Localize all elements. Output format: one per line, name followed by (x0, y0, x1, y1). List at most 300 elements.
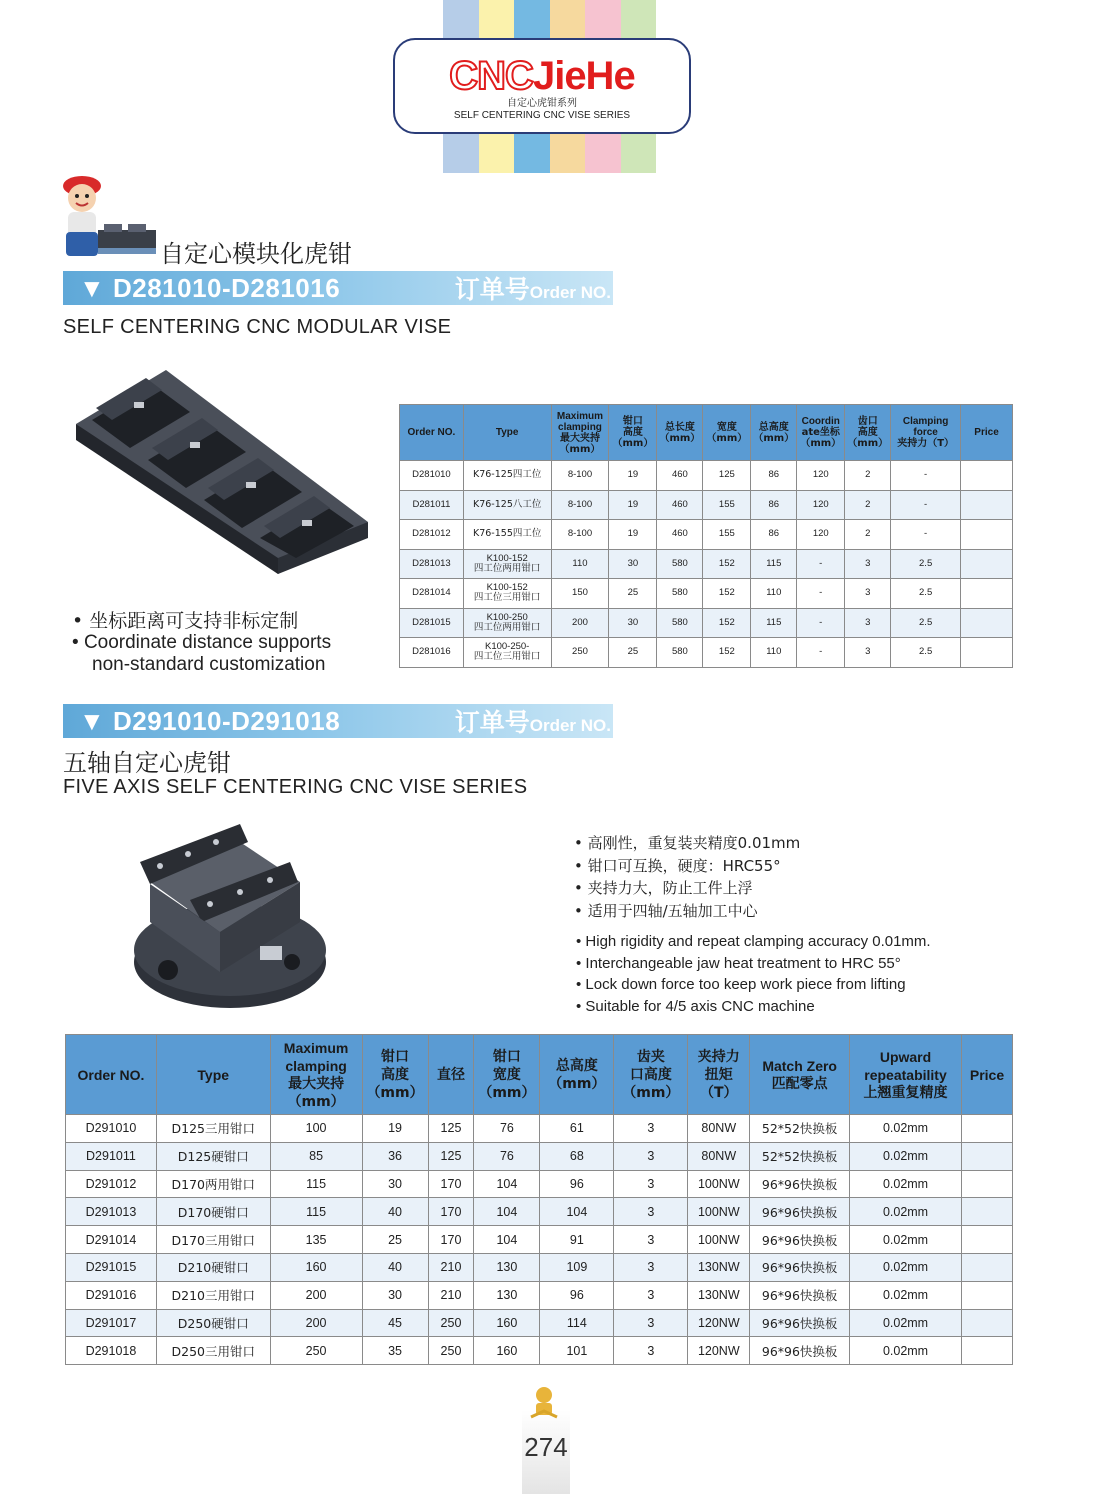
cell-text: 120 (812, 498, 829, 510)
table-cell: D250硬钳口 (156, 1309, 270, 1337)
header-text: 钳口 (492, 1048, 521, 1065)
cell-text: D281015 (412, 616, 451, 628)
cell-text: 3 (865, 616, 871, 628)
table-cell: 130NW (688, 1253, 750, 1281)
cell-text: 110 (766, 587, 782, 599)
table-cell (845, 549, 891, 579)
table-cell (751, 638, 797, 668)
table-cell (845, 490, 891, 520)
bullet-text: Interchangeable jaw heat treatment to HRC 55° (585, 954, 901, 972)
table-cell (961, 1281, 1012, 1309)
bullet-item: • 坐标距离可支持非标定制 (72, 610, 299, 632)
table-header-cell (657, 405, 703, 461)
table-cell: 30 (362, 1281, 428, 1309)
table-cell: 210 (428, 1281, 474, 1309)
table-cell: 250 (270, 1337, 362, 1365)
table-cell: 96 (540, 1281, 614, 1309)
header-text: 夹持力（T） (897, 438, 955, 449)
table-cell (657, 579, 703, 609)
table-row (66, 1309, 1013, 1337)
mascot-icon (56, 172, 160, 262)
table-row (400, 608, 1013, 638)
table-cell: 120NW (688, 1337, 750, 1365)
table-header-cell (66, 1035, 157, 1115)
table-cell: D291010 (66, 1115, 157, 1143)
table-cell: 85 (270, 1142, 362, 1170)
table-cell (551, 549, 609, 579)
bullet-text: Suitable for 4/5 axis CNC machine (585, 997, 815, 1015)
header-text: （mm） (753, 432, 795, 444)
table-cell (961, 579, 1013, 609)
brand-jiehe: JieHe (532, 54, 635, 98)
table-cell: 130NW (688, 1281, 750, 1309)
table-cell: 100NW (688, 1170, 750, 1198)
bullet-item: • Suitable for 4/5 axis CNC machine (576, 997, 815, 1015)
header-text: 齿夹 (636, 1048, 665, 1065)
cell-text: 四工位三用钳口 (473, 651, 541, 663)
table-cell (609, 579, 657, 609)
mascot-small-icon (529, 1385, 559, 1421)
table-cell: 170 (428, 1198, 474, 1226)
header-text: Coordin (801, 416, 840, 427)
table-cell (751, 461, 797, 491)
table-cell (797, 461, 845, 491)
cell-text: 125 (718, 469, 735, 481)
header-text: Match Zero (762, 1057, 837, 1074)
table-cell: 100NW (688, 1226, 750, 1254)
section1-bullets (72, 610, 331, 676)
table-cell: 170 (428, 1226, 474, 1254)
table-cell (657, 520, 703, 550)
section1-title-en: SELF CENTERING CNC MODULAR VISE (63, 316, 452, 338)
five-axis-vise-image (130, 822, 330, 1012)
bullet-text: 高刚性，重复装夹精度0.01mm (587, 834, 801, 852)
table-cell (657, 608, 703, 638)
table-cell: 115 (270, 1198, 362, 1226)
cell-text: 8-100 (567, 528, 593, 540)
table-cell (463, 461, 551, 491)
table-cell: 96 (540, 1170, 614, 1198)
table-cell: 3 (614, 1142, 688, 1170)
table-cell: 80NW (688, 1115, 750, 1143)
order-label-en: Order NO. (529, 283, 611, 302)
cell-text: 2.5 (919, 646, 933, 658)
header-text: 高度 (857, 427, 878, 438)
table-cell (657, 461, 703, 491)
bullet-text: High rigidity and repeat clamping accuracy 0.01mm. (585, 933, 931, 950)
table-cell (961, 1337, 1012, 1365)
cell-text: K76-155四工位 (472, 528, 542, 540)
table-cell: 3 (614, 1170, 688, 1198)
cell-text: D281011 (412, 498, 451, 510)
table-header-cell (270, 1035, 362, 1115)
table-row (66, 1226, 1013, 1254)
table-cell: 30 (362, 1170, 428, 1198)
table-cell: 61 (540, 1115, 614, 1143)
bullet-item: • 适用于四轴/五轴加工中心 (574, 901, 758, 920)
table-cell (891, 549, 961, 579)
cell-text: 86 (768, 498, 780, 510)
header-text: 上翘重复精度 (863, 1084, 948, 1101)
cell-text: 30 (627, 557, 639, 569)
section2-bullets-en (576, 931, 931, 1017)
cell-text: 19 (627, 469, 639, 481)
header-text: 钳口 (622, 416, 643, 427)
table-cell: 3 (614, 1253, 688, 1281)
table-header-cell (428, 1035, 474, 1115)
table-header-row (400, 405, 1013, 461)
cell-text: 2.5 (919, 557, 933, 569)
table-cell: 52*52快换板 (750, 1142, 850, 1170)
section1-title-cn: 自定心模块化虎钳 (160, 240, 352, 268)
table-header-cell (463, 405, 551, 461)
table-cell: 135 (270, 1226, 362, 1254)
table-cell: 160 (270, 1253, 362, 1281)
table-cell: 52*52快换板 (750, 1115, 850, 1143)
table-cell: 96*96快换板 (750, 1309, 850, 1337)
table-cell (845, 638, 891, 668)
section1-code: ▼ D281010-D281016 (79, 272, 341, 303)
cell-text: 120 (812, 528, 829, 540)
header-text: 高度 (622, 427, 643, 438)
header-text: Maximum (556, 410, 604, 422)
bullet-item: • Coordinate distance supports (72, 632, 332, 653)
bullet-item (72, 654, 331, 676)
cell-text: 86 (768, 469, 780, 481)
header-text: （mm） (548, 1075, 606, 1092)
header-text: Type (197, 1066, 230, 1083)
table-cell (891, 490, 961, 520)
cell-text: 152 (718, 587, 735, 599)
table-cell (845, 608, 891, 638)
cell-text: 110 (572, 557, 588, 569)
table-cell: 114 (540, 1309, 614, 1337)
table-header-cell (362, 1035, 428, 1115)
cell-text: 155 (718, 498, 735, 510)
table-cell: 0.02mm (850, 1309, 962, 1337)
table-row (400, 490, 1013, 520)
table-cell (797, 549, 845, 579)
bullet-text: 坐标距离可支持非标定制 (89, 610, 299, 632)
table-cell: D291017 (66, 1309, 157, 1337)
table-cell: D170两用钳口 (156, 1170, 270, 1198)
cell-text: 460 (671, 528, 688, 540)
header-text: Order NO. (407, 427, 456, 438)
section2-title-en: FIVE AXIS SELF CENTERING CNC VISE SERIES (63, 776, 528, 798)
table-cell: D125三用钳口 (156, 1115, 270, 1143)
table-header-cell (850, 1035, 962, 1115)
table-cell: 96*96快换板 (750, 1253, 850, 1281)
table-cell (551, 461, 609, 491)
table-cell: 0.02mm (850, 1281, 962, 1309)
cell-text: 2 (865, 528, 871, 540)
header-text: 直径 (436, 1066, 465, 1083)
table-cell (961, 608, 1013, 638)
table-cell: 160 (474, 1337, 540, 1365)
table-cell: D210硬钳口 (156, 1253, 270, 1281)
table-cell: D125硬钳口 (156, 1142, 270, 1170)
table-cell (703, 638, 751, 668)
table-cell (551, 520, 609, 550)
cell-text: - (924, 528, 928, 540)
cell-text: K100-152 (486, 582, 528, 594)
table-header-cell (961, 405, 1013, 461)
cell-text: - (819, 557, 823, 569)
table-cell: 104 (474, 1170, 540, 1198)
table-cell: 210 (428, 1253, 474, 1281)
cell-text: D281013 (412, 557, 451, 569)
table-cell: 125 (428, 1115, 474, 1143)
table-cell: 160 (474, 1309, 540, 1337)
cell-text: 2 (865, 498, 871, 510)
table-cell: 0.02mm (850, 1142, 962, 1170)
table-cell: 68 (540, 1142, 614, 1170)
table-cell (609, 461, 657, 491)
table-cell (400, 638, 464, 668)
table-cell: D291015 (66, 1253, 157, 1281)
table-cell (463, 638, 551, 668)
table-cell (797, 638, 845, 668)
table-cell: 40 (362, 1198, 428, 1226)
table-cell: D170硬钳口 (156, 1198, 270, 1226)
section2-code-bar (63, 704, 613, 738)
table-cell (609, 549, 657, 579)
table-cell (703, 490, 751, 520)
section1-code-bar (63, 271, 613, 305)
cell-text: 580 (671, 616, 688, 628)
table-cell (961, 1142, 1012, 1170)
cell-text: 155 (718, 528, 735, 540)
table-cell: 104 (474, 1226, 540, 1254)
header-text: （mm） (800, 438, 842, 449)
table-cell (961, 1226, 1012, 1254)
cell-text: D281014 (412, 587, 451, 599)
table-cell: 76 (474, 1142, 540, 1170)
table-cell (703, 549, 751, 579)
header-text: Price (974, 427, 999, 438)
header-text: 口高度 (629, 1066, 672, 1083)
section2-order-label (455, 703, 611, 739)
cell-text: 2 (865, 469, 871, 481)
table-cell: 104 (474, 1198, 540, 1226)
table-cell: 115 (270, 1170, 362, 1198)
cell-text: 152 (718, 646, 735, 658)
header-text: （mm） (478, 1084, 536, 1101)
table-cell: 45 (362, 1309, 428, 1337)
table-cell (961, 1309, 1012, 1337)
cell-text: 250 (572, 646, 588, 658)
table-cell: 120NW (688, 1309, 750, 1337)
section2-title-cn: 五轴自定心虎钳 (63, 749, 231, 777)
table-cell (609, 608, 657, 638)
header-text: （T） (700, 1084, 738, 1101)
header-text: 扭矩 (704, 1066, 733, 1083)
table-cell: 40 (362, 1253, 428, 1281)
cell-text: 200 (572, 616, 588, 628)
header-text: Maximum (283, 1039, 349, 1056)
cell-text: 580 (671, 587, 688, 599)
table-cell (703, 461, 751, 491)
cell-text: 152 (718, 557, 735, 569)
header-text: Type (495, 427, 519, 438)
table-header-cell (961, 1035, 1012, 1115)
table-cell: D291018 (66, 1337, 157, 1365)
bullet-item: • 钳口可互换，硬度：HRC55° (574, 856, 781, 875)
table-cell: 80NW (688, 1142, 750, 1170)
table-cell: D291014 (66, 1226, 157, 1254)
header-text: （mm） (622, 1084, 680, 1101)
table-cell (551, 490, 609, 520)
section1-order-label (455, 270, 611, 306)
table-cell: 3 (614, 1198, 688, 1226)
header-text: 总长度 (664, 421, 695, 433)
page-number: 274 (524, 1432, 568, 1462)
table-cell (961, 520, 1013, 550)
cell-text: 19 (627, 528, 639, 540)
table-cell (463, 608, 551, 638)
section2-bullets-cn (574, 832, 800, 922)
table-cell: 100 (270, 1115, 362, 1143)
table-cell (400, 520, 464, 550)
cell-text: K100-152 (486, 552, 528, 564)
table-cell (891, 520, 961, 550)
cell-text: 25 (627, 646, 639, 658)
cell-text: 25 (627, 587, 639, 599)
table-header-cell (703, 405, 751, 461)
table-header-cell (551, 405, 609, 461)
logo-subtitle-en: SELF CENTERING CNC VISE SERIES (453, 110, 631, 121)
cell-text: 2.5 (919, 616, 933, 628)
bullet-item: • Interchangeable jaw heat treatment to HRC 55° (576, 954, 901, 972)
table-row (66, 1253, 1013, 1281)
cell-text: 110 (766, 646, 782, 658)
table-cell: 76 (474, 1115, 540, 1143)
header-text: Order NO. (77, 1066, 145, 1083)
table-cell: 104 (540, 1198, 614, 1226)
header-text: （mm） (612, 438, 654, 449)
header-text: 齿口 (857, 416, 878, 427)
table-cell: 0.02mm (850, 1115, 962, 1143)
header-text: 宽度 (716, 421, 737, 433)
table-cell: 250 (428, 1309, 474, 1337)
table-cell (703, 579, 751, 609)
table-cell (891, 579, 961, 609)
table-cell: 101 (540, 1337, 614, 1365)
bullet-item: • Lock down force too keep work piece from lifting (576, 976, 906, 993)
table-cell (609, 520, 657, 550)
table-cell: 0.02mm (850, 1337, 962, 1365)
cell-text: 8-100 (567, 469, 593, 481)
cell-text: K76-125四工位 (472, 469, 542, 481)
header-text: 钳口 (381, 1048, 410, 1065)
table-cell (609, 490, 657, 520)
cell-text: 150 (572, 587, 588, 599)
table-row (66, 1281, 1013, 1309)
brand-wordmark (395, 54, 689, 98)
table-row (400, 579, 1013, 609)
table-cell (551, 608, 609, 638)
table-cell: 96*96快换板 (750, 1198, 850, 1226)
cell-text: - (924, 469, 928, 481)
order-label-cn: 订单号 (454, 708, 530, 737)
cell-text: 115 (766, 616, 782, 628)
table-cell (797, 608, 845, 638)
table-header-cell (156, 1035, 270, 1115)
header-text: Upward (879, 1048, 932, 1065)
table-cell: 36 (362, 1142, 428, 1170)
section2-code: ▼ D291010-D291018 (79, 705, 341, 736)
table-cell: D250三用钳口 (156, 1337, 270, 1365)
header-text: 最大夹持 (288, 1075, 345, 1092)
table-cell (845, 520, 891, 550)
modular-vise-image (72, 362, 372, 574)
table-cell (400, 490, 464, 520)
table-cell: 130 (474, 1281, 540, 1309)
table-row (66, 1115, 1013, 1143)
cell-text: 115 (766, 557, 782, 569)
cell-text: 3 (865, 587, 871, 599)
table-cell (400, 579, 464, 609)
table-cell (463, 490, 551, 520)
table-cell: 3 (614, 1281, 688, 1309)
cell-text: 86 (768, 528, 780, 540)
table-cell (797, 490, 845, 520)
table-cell: 3 (614, 1226, 688, 1254)
table-cell: 96*96快换板 (750, 1337, 850, 1365)
table-cell: 200 (270, 1309, 362, 1337)
table-cell (400, 608, 464, 638)
table-header-cell (688, 1035, 750, 1115)
brand-cnc: CNC (449, 54, 533, 98)
table-header-row (66, 1035, 1013, 1115)
order-label-en: Order NO. (529, 716, 611, 735)
cell-text: D281010 (412, 469, 451, 481)
modular-vise-spec-table (399, 404, 1013, 668)
table-cell (751, 579, 797, 609)
table-cell: 109 (540, 1253, 614, 1281)
table-cell (961, 1170, 1012, 1198)
header-text: （mm） (559, 443, 601, 455)
table-cell (961, 461, 1013, 491)
table-cell: D291016 (66, 1281, 157, 1309)
table-cell: D291013 (66, 1198, 157, 1226)
order-label-cn: 订单号 (454, 275, 530, 304)
cell-text: 580 (671, 646, 688, 658)
five-axis-vise-spec-table (65, 1034, 1013, 1365)
table-cell: 0.02mm (850, 1253, 962, 1281)
table-header-cell (609, 405, 657, 461)
cell-text: 四工位两用钳口 (473, 621, 541, 633)
table-row (400, 461, 1013, 491)
bullet-text: Lock down force too keep work piece from lifting (585, 976, 906, 993)
table-cell (797, 520, 845, 550)
header-text: repeatability (864, 1066, 947, 1083)
table-cell: 250 (428, 1337, 474, 1365)
header-text: Price (969, 1066, 1005, 1083)
table-cell: 3 (614, 1115, 688, 1143)
table-cell: D210三用钳口 (156, 1281, 270, 1309)
table-cell (463, 579, 551, 609)
table-cell: 200 (270, 1281, 362, 1309)
table-cell (703, 608, 751, 638)
header-text: 最大夹持 (559, 432, 600, 444)
table-cell (751, 608, 797, 638)
table-cell (961, 490, 1013, 520)
header-text: 夹持力 (697, 1048, 740, 1065)
header-text: （mm） (366, 1084, 424, 1101)
cell-text: 30 (627, 616, 639, 628)
table-header-cell (751, 405, 797, 461)
